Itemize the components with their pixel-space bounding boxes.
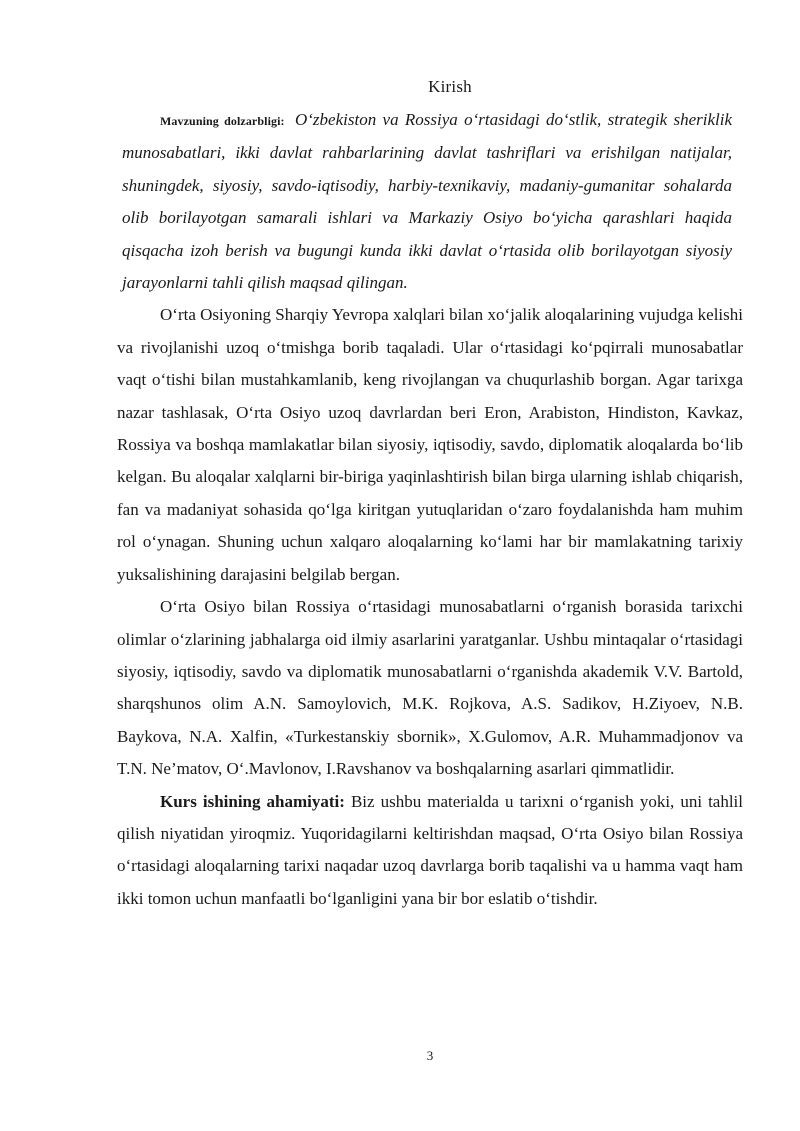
relevance-text: O‘zbekiston va Rossiya o‘rtasidagi do‘stlik, strategik sheriklik munosabatlari, ikki davlat rahbarlarining davlat tashriflari va erishilgan natijalar, shuningdek, siyosiy, savdo-iqtisodiy, harbiy-texnikaviy, madaniy-gumanitar sohalarda olib borilayotgan samarali ishlari va Markaziy Osiyo bo‘yicha qarashlari haqida qisqacha izoh berish va bugungi kunda ikki davlat o‘rtasida olib borilayotgan siyosiy jarayonlarni tahli qilish maqsad qilingan.	[122, 110, 733, 293]
document-body	[117, 104, 743, 915]
paragraph-scholars: O‘rta Osiyo bilan Rossiya o‘rtasidagi munosabatlarni o‘rganish borasida tarixchi olimlar o‘zlarining jabhalarga oid ilmiy asarlarini yaratganlar. Ushbu mintaqalar o‘rtasidagi siyosiy, iqtisodiy, savdo va diplomatik munosabatlarni o‘rganishda akademik V.V. Bartold, sharqshunos olim A.N. Samoylovich, M.K. Rojkova, A.S. Sadikov, H.Ziyoev, N.B. Baykova, N.A. Xalfin, «Turkestanskiy sbornik», X.Gulomov, A.R. Muhammadjonov va T.N. Ne’matov, O‘.Mavlonov, I.Ravshanov va boshqalarning asarlari qimmatlidir.	[117, 597, 743, 779]
relevance-paragraph	[117, 104, 732, 299]
significance-label: Kurs ishining ahamiyati:	[160, 791, 345, 811]
relevance-label: Mavzuning dolzarbligi:	[160, 114, 285, 128]
page-number: 3	[426, 1048, 434, 1063]
significance-text: Biz ushbu materialda u tarixni o‘rganish yoki, uni tahlil qilish niyatidan yiroqmiz. Yuqoridagilarni keltirishdan maqsad, O‘rta Osiyo bilan Rossiya o‘rtasidagi aloqalarning tarixi naqadar uzoq davrlarga borib taqalishi va u hamma vaqt ham ikki tomon uchun manfaatli bo‘lganligini yana bir bor eslatib o‘tishdir.	[117, 791, 744, 908]
significance-paragraph	[117, 786, 743, 916]
paragraph-history: O‘rta Osiyoning Sharqiy Yevropa xalqlari bilan xo‘jalik aloqalarining vujudga kelishi va rivojlanishi uzoq o‘tmishga borib taqaladi. Ular o‘rtasidagi ko‘pqirrali munosabatlar vaqt o‘tishi bilan mustahkamlanib, keng rivojlangan va chuqurlashib borgan. Agar tarixga nazar tashlasak, O‘rta Osiyo uzoq davrlardan beri Eron, Arabiston, Hindiston, Kavkaz, Rossiya va boshqa mamlakatlar bilan siyosiy, iqtisodiy, savdo, diplomatik aloqalarda bo‘lib kelgan. Bu aloqalar xalqlarni bir-biriga yaqinlashtirish bilan birga ularning ishlab chiqarish, fan va madaniyat sohasida qo‘lga kiritgan yutuqlaridan o‘zaro foydalanishda ham muhim rol o‘ynagan. Shuning uchun xalqaro aloqalarning ko‘lami har bir mamlakatning tarixiy yuksalishining darajasini belgilab bergan.	[117, 305, 743, 584]
page-title: Kirish	[428, 77, 472, 96]
